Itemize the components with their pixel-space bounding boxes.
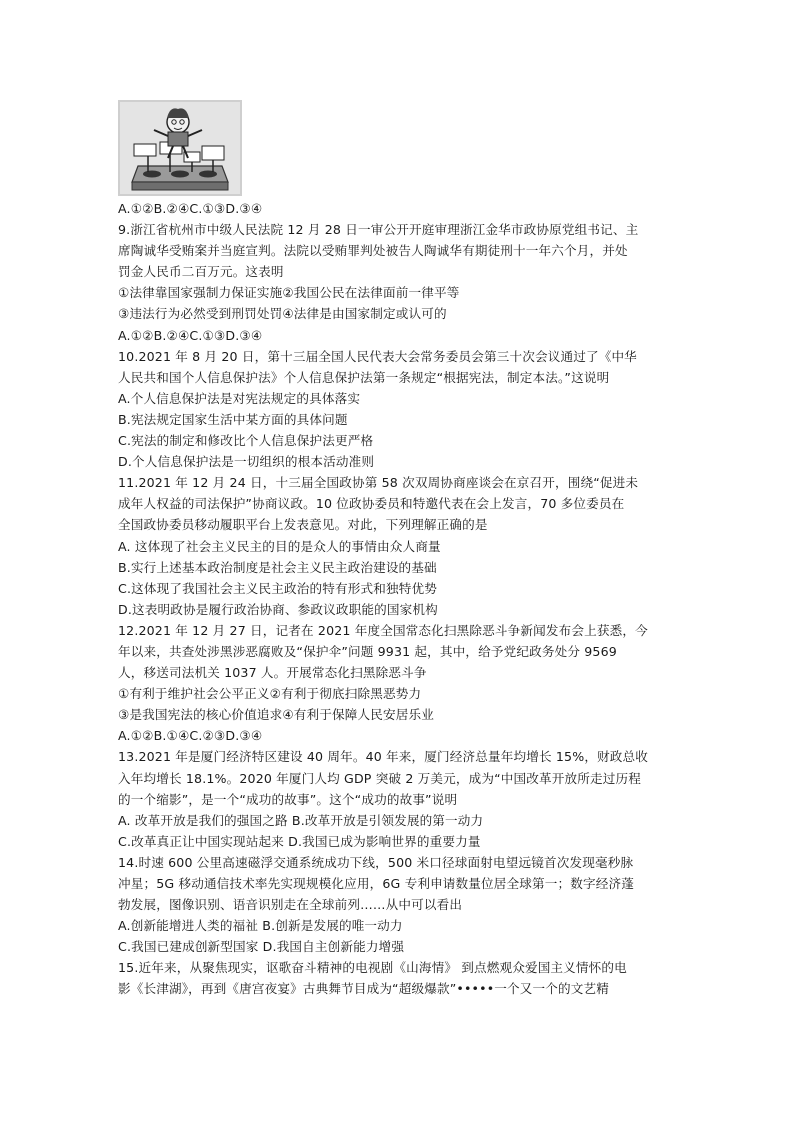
q12-line: 人，移送司法机关 1037 人。开展常态化扫黑除恶斗争 bbox=[118, 665, 427, 681]
q9-line: 罚金人民币二百万元。这表明 bbox=[118, 264, 284, 280]
q11-option-d: D.这表明政协是履行政治协商、参政议政职能的国家机构 bbox=[118, 601, 438, 617]
q15-line: 影《长津湖》，再到《唐宫夜宴》古典舞节目成为“超级爆款”•••••一个又一个的文艺精 bbox=[118, 981, 609, 997]
q9-line: 9.浙江省杭州市中级人民法院 12 月 28 日一审公开开庭审理浙江金华市政协原党组书记、主 bbox=[118, 222, 639, 238]
q11-line: 成年人权益的司法保护”协商议政。10 位政协委员和特邀代表在会上发言，70 多位委员在 bbox=[118, 496, 625, 512]
q9-options: A.①②B.②④C.①③D.③④ bbox=[118, 327, 263, 343]
question-13 bbox=[118, 746, 684, 851]
question-11 bbox=[118, 472, 684, 620]
q10-line: 人民共和国个人信息保护法》个人信息保护法第一条规定“根据宪法，制定本法。”这说明 bbox=[118, 369, 610, 385]
q11-option-c: C.这体现了我国社会主义民主政治的特有形式和独特优势 bbox=[118, 580, 437, 596]
q14-options-cd: C.我国已建成创新型国家 D.我国自主创新能力增强 bbox=[118, 939, 405, 955]
q12-line: 年以来，共查处涉黑涉恶腐败及“保护伞”问题 9931 起，其中，给予党纪政务处分 9569 bbox=[118, 643, 617, 659]
q10-option-c: C.宪法的制定和修改比个人信息保护法更严格 bbox=[118, 433, 374, 449]
q10-option-a: A.个人信息保护法是对宪法规定的具体落实 bbox=[118, 390, 361, 406]
q9-line: 席陶诚华受贿案并当庭宣判。法院以受贿罪判处被告人陶诚华有期徒刑十一年六个月，并处 bbox=[118, 243, 628, 259]
q12-options: A.①②B.①④C.②③D.③④ bbox=[118, 728, 263, 744]
q12-line: ③是我国宪法的核心价值追求④有利于保障人民安居乐业 bbox=[118, 707, 434, 723]
question-15 bbox=[118, 957, 684, 999]
exam-page bbox=[118, 100, 684, 1000]
q11-option-b: B.实行上述基本政治制度是社会主义民主政治建设的基础 bbox=[118, 559, 437, 575]
q9-line: ①法律靠国家强制力保证实施②我国公民在法律面前一律平等 bbox=[118, 285, 460, 301]
q12-line: 12.2021 年 12 月 27 日，记者在 2021 年度全国常态化扫黑除恶斗争新闻发布会上获悉，今 bbox=[118, 622, 648, 638]
q11-option-a: A. 这体现了社会主义民主的目的是众人的事情由众人商量 bbox=[118, 538, 441, 554]
q13-options-cd: C.改革真正让中国实现站起来 D.我国已成为影响世界的重要力量 bbox=[118, 833, 481, 849]
q13-options-ab: A. 改革开放是我们的强国之路 B.改革开放是引领发展的第一动力 bbox=[118, 812, 484, 828]
q14-line: 冲星；5G 移动通信技术率先实现规模化应用，6G 专利申请数量位居全球第一；数字经济蓬 bbox=[118, 876, 634, 891]
q13-line: 13.2021 年是厦门经济特区建设 40 周年。40 年来，厦门经济总量年均增长 15%，财政总收 bbox=[118, 749, 649, 765]
question-12 bbox=[118, 620, 684, 747]
q10-line: 10.2021 年 8 月 20 日，第十三届全国人民代表大会常务委员会第三十次会议通过了《中华 bbox=[118, 348, 637, 364]
q12-line: ①有利于维护社会公平正义②有利于彻底扫除黑恶势力 bbox=[118, 686, 422, 702]
q10-option-b: B.宪法规定国家生活中某方面的具体问题 bbox=[118, 411, 348, 427]
q14-options-ab: A.创新能增进人类的福祉 B.创新是发展的唯一动力 bbox=[118, 918, 403, 934]
q15-line: 15.近年来，从聚焦现实，讴歌奋斗精神的电视剧《山海情》 到点燃观众爱国主义情怀的电 bbox=[118, 960, 627, 976]
question-14 bbox=[118, 852, 684, 957]
q14-line: 勃发展，图像识别、语音识别走在全球前列……从中可以看出 bbox=[118, 897, 463, 913]
cartoon-figure-on-podium-icon bbox=[118, 100, 242, 196]
q11-line: 11.2021 年 12 月 24 日，十三届全国政协第 58 次双周协商座谈会在京召开，围绕“促进未 bbox=[118, 475, 639, 491]
q13-line: 入年均增长 18.1%。2020 年厦门人均 GDP 突破 2 万美元，成为“中国改革开放所走过历程 bbox=[118, 770, 641, 786]
q10-option-d: D.个人信息保护法是一切组织的根本活动准则 bbox=[118, 454, 375, 470]
question-9 bbox=[118, 219, 684, 346]
question-10 bbox=[118, 346, 684, 473]
q14-line: 14.时速 600 公里高速磁浮交通系统成功下线，500 米口径球面射电望远镜首次发现毫秒脉 bbox=[118, 854, 634, 870]
q13-line: 的一个缩影”，是一个“成功的故事”。这个“成功的故事”说明 bbox=[118, 791, 458, 807]
q9-line: ③违法行为必然受到刑罚处罚④法律是由国家制定或认可的 bbox=[118, 306, 447, 322]
q11-line: 全国政协委员移动履职平台上发表意见。对此，下列理解正确的是 bbox=[118, 517, 488, 533]
q8-options: A.①②B.②④C.①③D.③④ bbox=[118, 201, 263, 216]
